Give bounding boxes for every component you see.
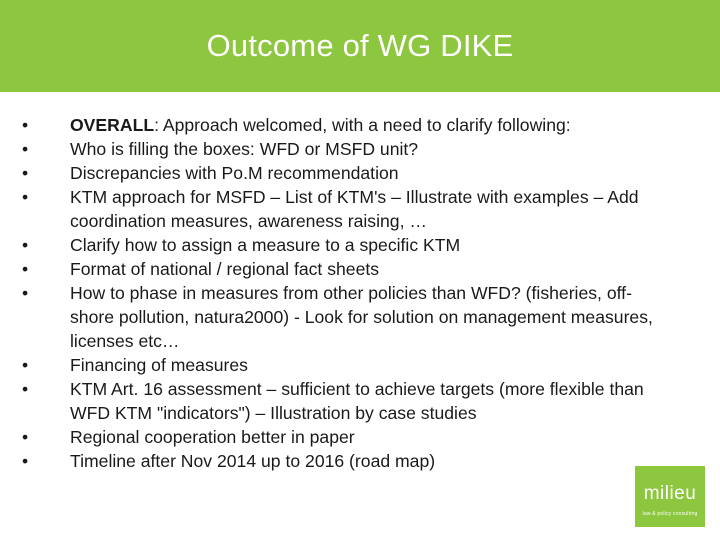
bullet-marker: • [22,115,29,135]
bullet-marker: • [22,283,29,303]
list-item [22,257,672,281]
list-item [22,113,672,137]
item-text: Regional cooperation better in paper [70,427,355,447]
list-item [22,377,672,425]
bullet-marker: • [22,259,29,279]
list-item [22,137,672,161]
bullet-marker: • [22,355,29,375]
item-text: Timeline after Nov 2014 up to 2016 (road map) [70,451,436,471]
item-text: KTM approach for MSFD – List of KTM's – Illustrate with examples – Add coordination measures, awareness raising, … [70,187,639,231]
item-text: KTM Art. 16 assessment – sufficient to achieve targets (more flexible than WFD KTM "indicators") – Illustration by case studies [70,379,644,423]
logo-word: milieu [643,483,697,504]
item-text: Who is filling the boxes: WFD or MSFD unit? [70,139,419,159]
item-lead: OVERALL [70,115,155,135]
bullet-marker: • [22,379,29,399]
bullet-marker: • [22,187,29,207]
item-text: Clarify how to assign a measure to a specific KTM [70,235,461,255]
list-item [22,425,672,449]
bullet-marker: • [22,427,29,447]
bullet-marker: • [22,163,29,183]
bullet-list [22,113,672,473]
item-text: Discrepancies with Po.M recommendation [70,163,399,183]
item-text: How to phase in measures from other policies than WFD? (fisheries, off-shore pollution, natura2000) - Look for solution on management measures, licenses etc… [70,283,653,351]
list-item [22,449,672,473]
milieu-logo [635,466,705,527]
item-text: Financing of measures [70,355,248,375]
bullet-marker: • [22,235,29,255]
list-item [22,161,672,185]
slide-title: Outcome of WG DIKE [206,28,514,63]
list-item [22,353,672,377]
list-item [22,185,672,233]
list-item [22,281,672,353]
title-bar [0,0,720,92]
item-text: : Approach welcomed, with a need to clarify following: [154,115,571,135]
bullet-marker: • [22,451,29,471]
list-item [22,233,672,257]
bullet-marker: • [22,139,29,159]
item-text: Format of national / regional fact sheets [70,259,380,279]
logo-tagline: law & policy consulting [642,511,698,517]
